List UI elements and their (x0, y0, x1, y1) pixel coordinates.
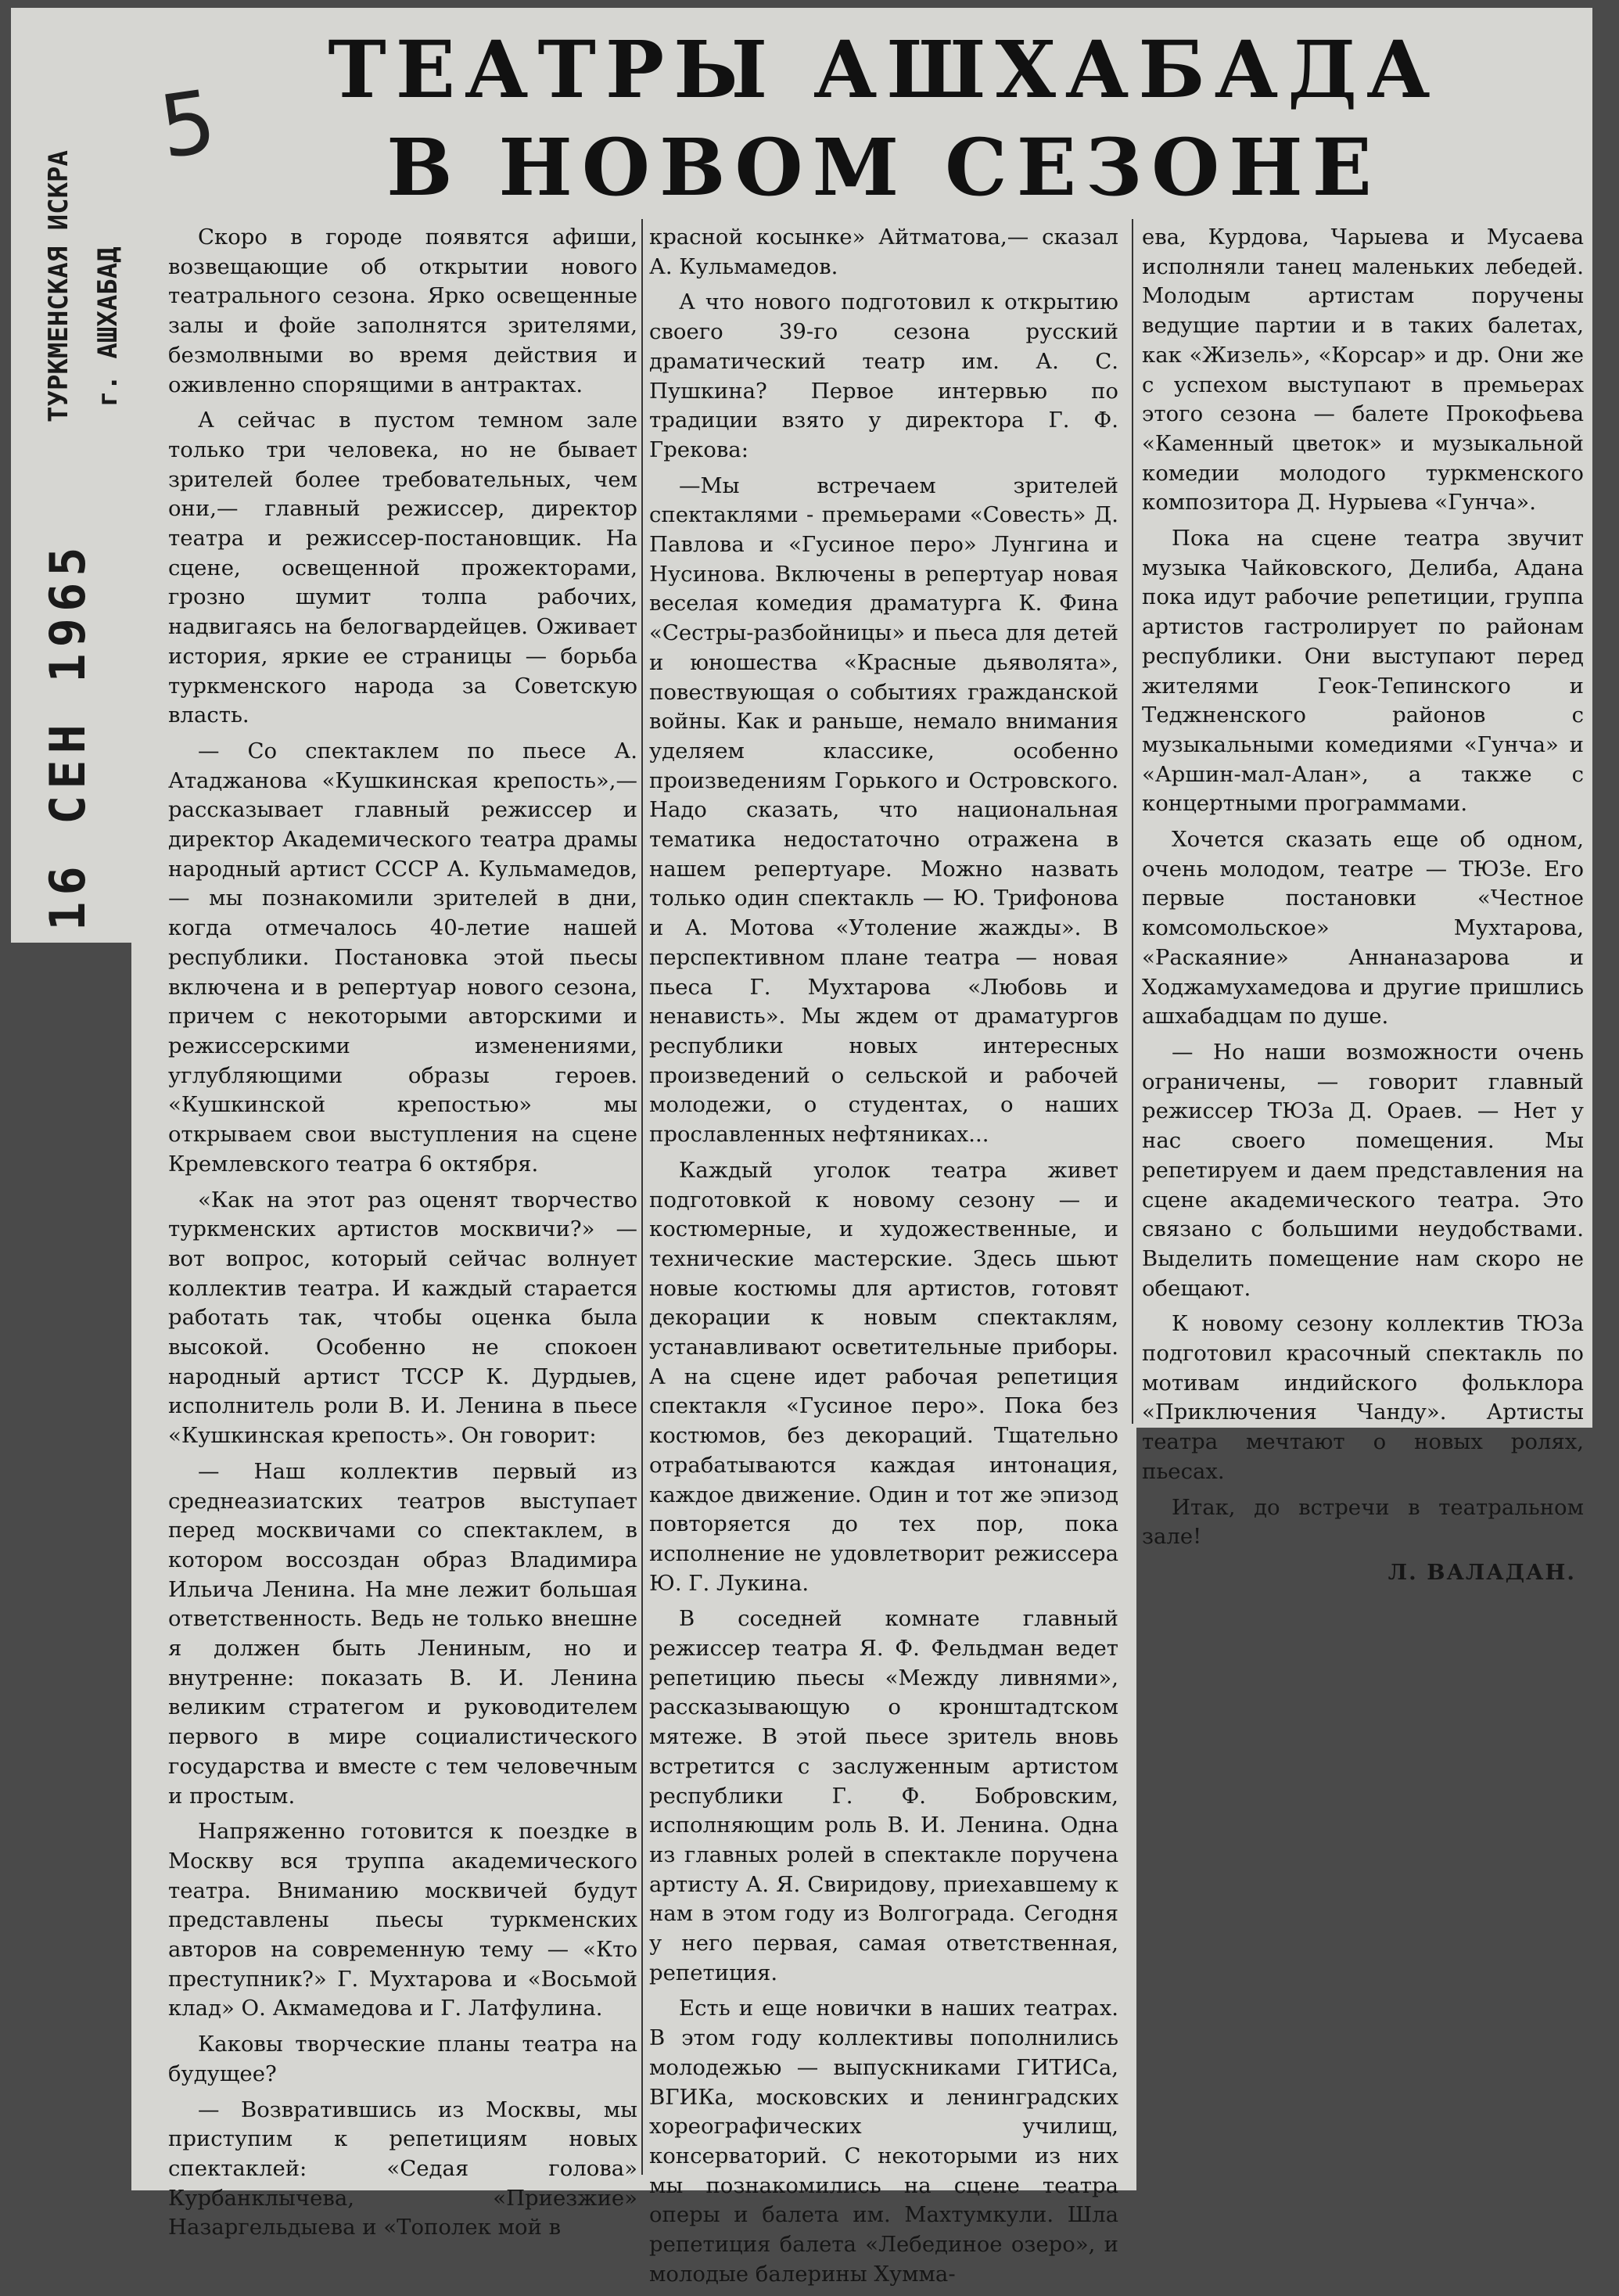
paragraph: Итак, до встречи в театральном зале! (1142, 1494, 1584, 1550)
stamp-newspaper: ТУРКМЕНСКАЯ ИСКРА (43, 150, 74, 422)
paragraph: А что нового подготовил к открытию своего 39-го сезона русский драматический театр им. А. С. Пушкина? Первое интервью по традиции взято у директора Г. Ф. Грекова: (649, 289, 1118, 462)
stamp-city: г. АШХАБАД (92, 246, 124, 407)
paragraph: К новому сезону коллектив ТЮЗа подготовил красочный спектакль по мотивам индийского фольклора «Приключения Чанду». Артисты театра мечтают о новых ролях, пьесах. (1142, 1311, 1584, 1484)
paragraph: В соседней комнате главный режиссер театра Я. Ф. Фельдман ведет репетицию пьесы «Между ливнями», рассказывающую о кронштадтском мятеже. В этой пьесе зритель вновь встретится с заслуженным артистом республики Г. Ф. Бобровским, исполняющим роль В. И. Ленина. Одна из главных ролей в спектакле поручена артисту А. Я. Свиридову, приехавшему к нам в этом году из Волгограда. Сегодня у него первая, самая ответственная, репетиция. (649, 1606, 1118, 1985)
headline-line-2: В НОВОМ СЕЗОНЕ (386, 121, 1381, 214)
article-column-1 (168, 223, 637, 2240)
paragraph: — Но наши возможности очень ограничены, — говорит главный режиссер ТЮЗа Д. Ораев. — Нет у нас своего помещения. Мы репетируем и даем представления на сцене академического театра. Это связано с большими неудобствами. Выделить помещение нам скоро не обещают. (1142, 1039, 1584, 1301)
paragraph: Хочется сказать еще об одном, очень молодом, театре — ТЮЗе. Его первые постановки «Честное комсомольское» Мухтарова, «Раскаяние» Аннаназарова и Ходжамухамедова и другие пришлись ашхабадцам по душе. (1142, 827, 1584, 1029)
handwritten-page-number: 5 (153, 70, 222, 178)
article-column-2 (649, 223, 1118, 2296)
paragraph: Скоро в городе появятся афиши, возвещающие об открытии нового театрального сезона. Ярко освещенные залы и фойе заполнятся зрителями, безмолвными во время действия и оживленно спорящими в антрактах. (168, 225, 637, 397)
paragraph: «Как на этот раз оценят творчество туркменских артистов москвичи?» — вот вопрос, который сейчас волнует коллектив театра. И каждый старается работать так, чтобы оценка была высокой. Особенно не спокоен народный артист ТССР К. Дурдыев, исполнитель роли В. И. Ленина в пьесе «Кушкинская крепость». Он говорит: (168, 1187, 637, 1449)
column-divider-2 (1132, 219, 1133, 1424)
paragraph: ева, Курдова, Чарыева и Мусаева исполняли танец маленьких лебедей. Молодым артистам поручены ведущие партии и в таких балетах, как «Жизель», «Корсар» и др. Они же с успехом выступают в премьерах этого сезона — балете Прокофьева «Каменный цветок» и музыкальной комедии молодого туркменского композитора Д. Нурыева «Гунча». (1142, 225, 1584, 516)
paragraph: — Наш коллектив первый из среднеазиатских театров выступает перед москвичами со спектаклем, в котором воссоздан образ Владимира Ильича Ленина. На мне лежит большая ответственность. Ведь не только внешне я должен быть Лениным, но и внутренне: показать В. И. Ленина великим стратегом и руководителем первого в мире социалистического государства и вместе с тем человечным и простым. (168, 1458, 637, 1809)
article-column-3 (1142, 223, 1584, 1588)
paragraph: Пока на сцене театра звучит музыка Чайковского, Делиба, Адана пока идут рабочие репетиции, группа артистов гастролирует по районам республики. Они выступают перед жителями Геок-Тепинского и Теджненского районов с музыкальными комедиями «Гунча» и «Аршин-мал-Алан», а также с концертными программами. (1142, 526, 1584, 817)
paragraph: — Возвратившись из Москвы, мы приступим к репетициям новых спектаклей: «Седая голова» Курбанклычева, «Приезжие» Назаргельдыева и «Тополек мой в (168, 2097, 637, 2240)
paragraph: А сейчас в пустом темном зале только три человека, но не бывает зрителей более требовательных, чем они,— главный режиссер, директор театра и режиссер-постановщик. На сцене, освещенной прожекторами, грозно шумит толпа рабочих, надвигаясь на белогвардейцев. Оживает история, яркие ее страницы — борьба туркменского народа за Советскую власть. (168, 408, 637, 728)
paragraph: Каковы творческие планы театра на будущее? (168, 2032, 637, 2086)
headline-line-1: ТЕАТРЫ АШХАБАДА (328, 23, 1440, 116)
author-signature: Л. ВАЛАДАН. (1387, 1559, 1576, 1585)
paragraph: Каждый уголок театра живет подготовкой к новому сезону — и костюмерные, и художественные, и технические мастерские. Здесь шьют новые костюмы для артистов, готовят декорации к новым спектаклям, устанавливают осветительные приборы. А на сцене идет рабочая репетиция спектакля «Гусиное перо». Пока без костюмов, без декораций. Тщательно отрабатываются каждая интонация, каждое движение. Один и тот же эпизод повторяется до тех пор, пока исполнение не удовлетворит режиссера Ю. Г. Лукина. (649, 1157, 1118, 1596)
paragraph: —Мы встречаем зрителей спектаклями - премьерами «Совесть» Д. Павлова и «Гусиное перо» Лунгина и Нусинова. Включены в репертуар новая веселая комедия драматурга К. Фина «Сестры-разбойницы» и пьеса для детей и юношества «Красные дьяволята», повествующая о событиях гражданской войны. Как и раньше, немало внимания уделяем классике, особенно произведениям Горького и Островского. Надо сказать, что национальная тематика недостаточно отражена в нашем репертуаре. Можно назвать только один спектакль — Ю. Трифонова и А. Мотова «Утоление жажды». В перспективном плане театра — новая пьеса Г. Мухтарова «Любовь и ненависть». Мы ждем от драматургов республики новых интересных произведений о сельской и рабочей молодежи, о студентах, о наших прославленных нефтяниках... (649, 472, 1118, 1148)
paragraph: Напряженно готовится к поездке в Москву вся труппа академического театра. Вниманию москвичей будут представлены пьесы туркменских авторов на современную тему — «Кто преступник?» Г. Мухтарова и «Восьмой клад» О. Акмамедова и Г. Латфулина. (168, 1819, 637, 2021)
column-divider-1 (641, 219, 643, 2175)
stamp-date: 16 СЕН 1965 (39, 541, 96, 931)
paragraph: Есть и еще новички в наших театрах. В этом году коллективы пополнились молодежью — выпускниками ГИТИСа, ВГИКа, московских и ленинградских хореографических училищ, консерваторий. С некоторыми из них мы познакомились на сцене театра оперы и балета им. Махтумкули. Шла репетиция балета «Лебединое озеро», и молодые балерины Хумма- (649, 1996, 1118, 2287)
paragraph: красной косынке» Айтматова,— сказал А. Кульмамедов. (649, 225, 1118, 279)
paragraph: — Со спектаклем по пьесе А. Атаджанова «Кушкинская крепость»,— рассказывает главный режиссер и директор Академического театра драмы народный артист СССР А. Кульмамедов,— мы познакомили зрителей в дни, когда отмечалось 40-летие нашей республики. Постановка этой пьесы включена и в репертуар нового сезона, причем с некоторыми авторскими и режиссерскими изменениями, углубляющими образы героев. «Кушкинской крепостью» мы открываем свои выступления на сцене Кремлевского театра 6 октября. (168, 738, 637, 1177)
